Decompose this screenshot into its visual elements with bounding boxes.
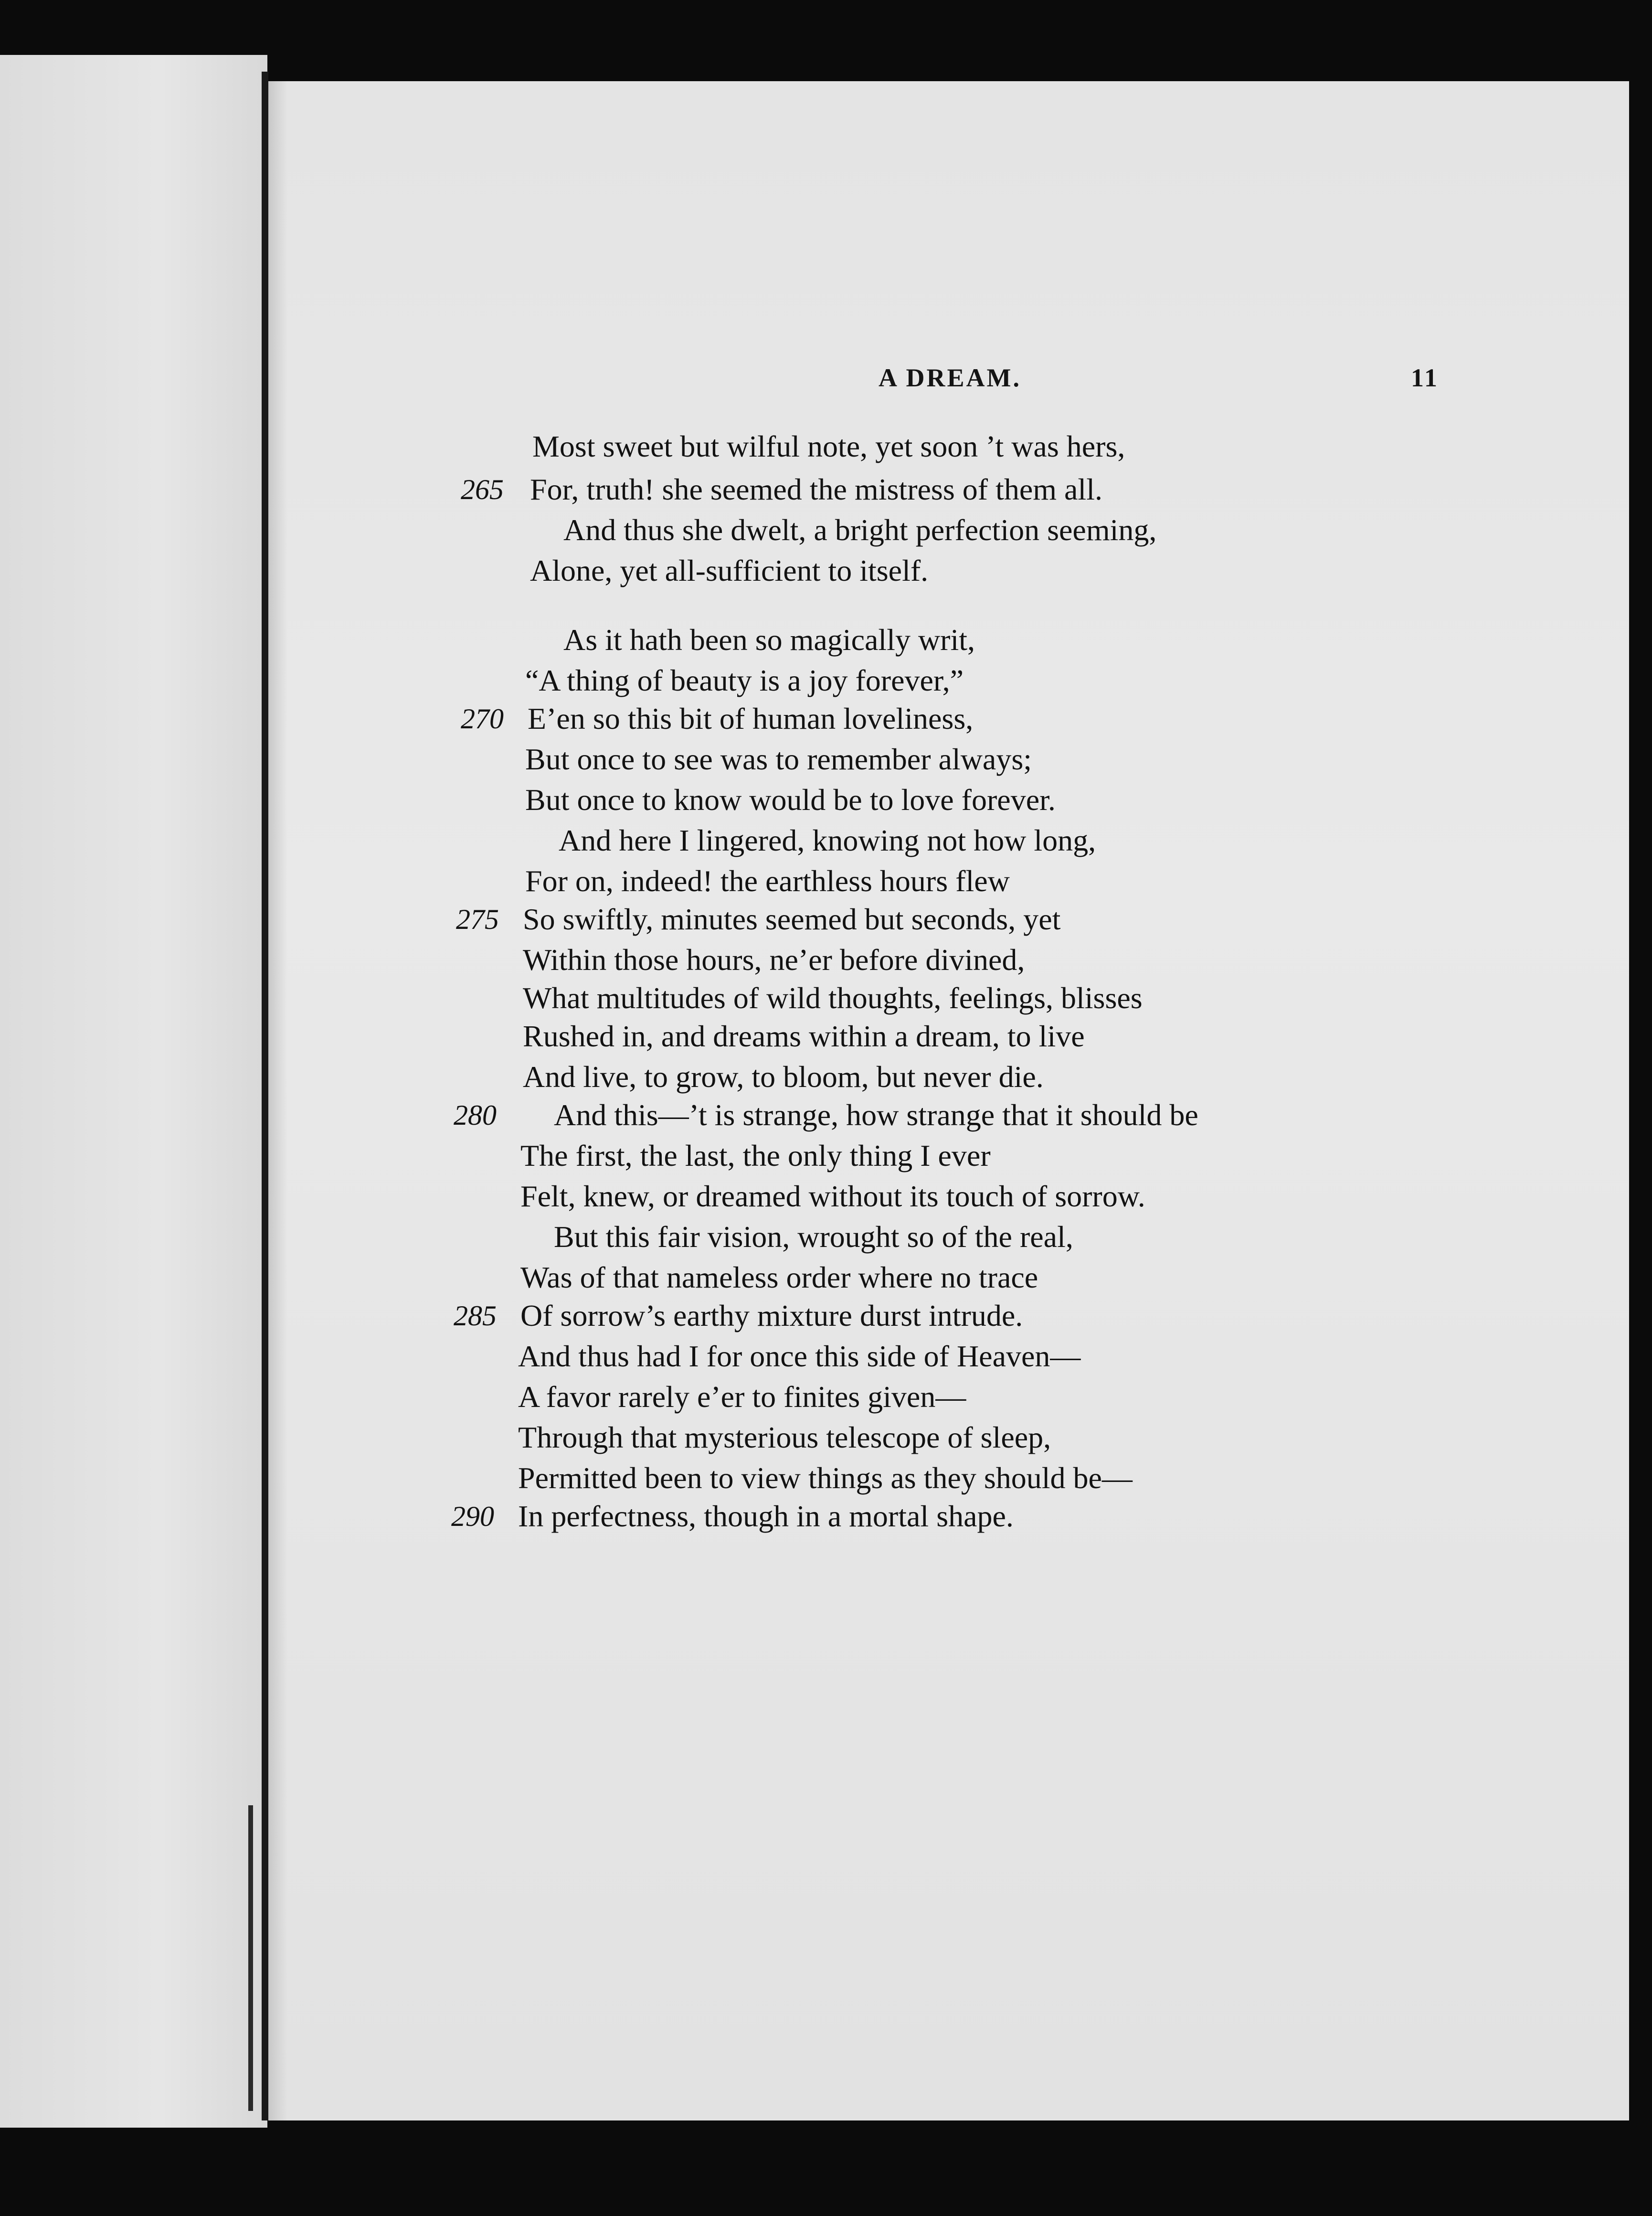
poem-line: Rushed in, and dreams within a dream, to live [523,1019,1085,1053]
line-number: 270 [461,703,504,735]
line-number: 280 [454,1099,497,1131]
line-number: 265 [461,474,504,505]
poem-line: As it hath been so magically writ, [563,623,975,657]
poem-line: Was of that nameless order where no trace [520,1260,1038,1294]
line-number: 285 [454,1300,497,1332]
poem-line: So swiftly, minutes seemed but seconds, yet [523,902,1061,936]
poem-line: But once to see was to remember always; [525,742,1032,776]
running-head: A DREAM. [879,363,1021,392]
poem-line: And here I lingered, knowing not how long, [559,823,1096,857]
poem-line: For, truth! she seemed the mistress of them all. [530,472,1102,506]
poem-line: Most sweet but wilful note, yet soon ’t was hers, [532,429,1125,463]
poem-line: A favor rarely e’er to finites given— [518,1380,966,1414]
line-number: 290 [451,1501,494,1532]
poem-line: For on, indeed! the earthless hours flew [525,864,1010,898]
poem-line: And this—’t is strange, how strange that it should be [554,1098,1198,1132]
line-number: 275 [456,904,499,935]
poem-line: Within those hours, ne’er before divined, [523,943,1025,977]
poem-line: But this fair vision, wrought so of the real, [554,1220,1073,1254]
poem-line: Permitted been to view things as they should be— [518,1461,1133,1495]
poem-line: Of sorrow’s earthy mixture durst intrude. [520,1299,1023,1332]
poem-line: Alone, yet all-sufficient to itself. [530,554,929,587]
poem-line: And thus had I for once this side of Heaven— [518,1339,1081,1373]
poem-line: And live, to grow, to bloom, but never die. [523,1060,1044,1094]
poem-line: E’en so this bit of human loveliness, [528,702,974,735]
poem-line: And thus she dwelt, a bright perfection seeming, [563,513,1157,547]
poem-line: “A thing of beauty is a joy forever,” [525,663,964,697]
poem-line: What multitudes of wild thoughts, feelings, blisses [523,981,1143,1015]
poem-line: Through that mysterious telescope of sleep, [518,1420,1051,1454]
poem-line: The first, the last, the only thing I ever [520,1139,991,1172]
poem-line: Felt, knew, or dreamed without its touch of sorrow. [520,1179,1145,1213]
poem-line: In perfectness, though in a mortal shape. [518,1499,1014,1533]
page-number: 11 [1411,363,1440,392]
poem-line: But once to know would be to love forever. [525,783,1056,817]
